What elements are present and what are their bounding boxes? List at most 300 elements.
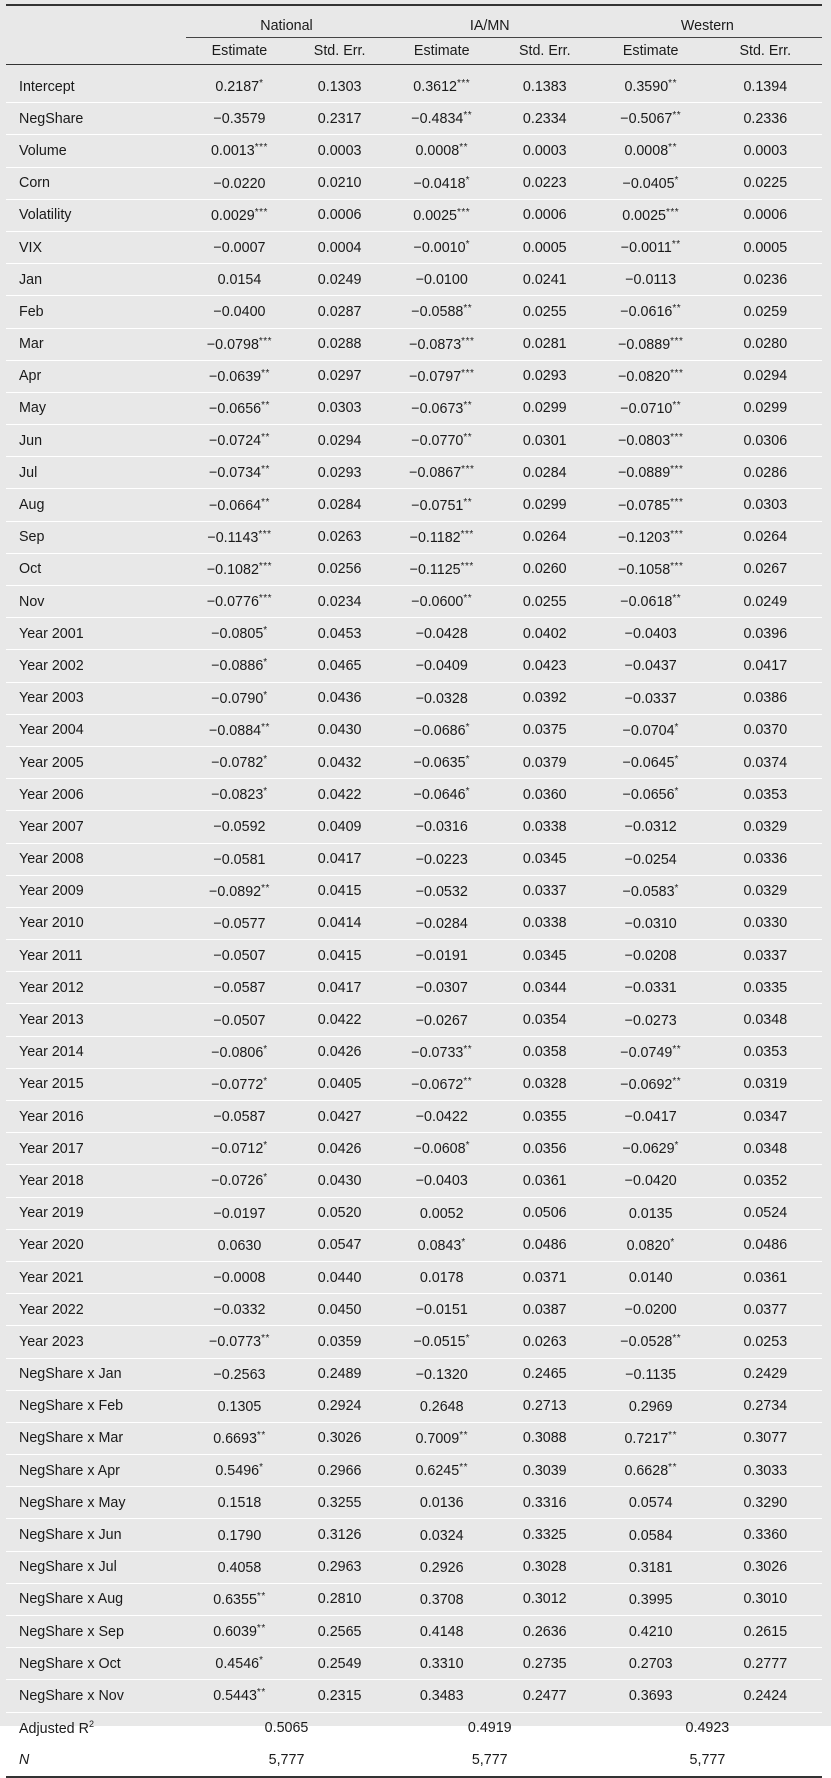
stderr-cell: 0.3360 [709, 1519, 822, 1551]
significance-stars: *** [670, 432, 684, 444]
stderr-cell: 0.0402 [497, 618, 593, 650]
estimate-cell [387, 779, 497, 811]
significance-stars: *** [457, 78, 471, 90]
estimate-cell [186, 392, 292, 424]
stderr-cell: 0.0003 [497, 135, 593, 167]
row-label: Year 2012 [6, 972, 186, 1004]
estimate-cell [593, 103, 709, 135]
estimate-value: −0.0307 [415, 980, 468, 997]
stderr-cell: 0.0294 [709, 360, 822, 392]
stderr-cell: 0.2317 [293, 103, 387, 135]
estimate-value: −0.0712 [211, 1141, 264, 1158]
stderr-cell: 0.0287 [293, 296, 387, 328]
estimate-cell [186, 1455, 292, 1487]
estimate-cell [387, 103, 497, 135]
significance-stars: * [259, 1462, 264, 1474]
estimate-value: −0.0100 [415, 272, 468, 289]
estimate-value: 0.0136 [419, 1495, 464, 1512]
estimate-value: −0.1082 [206, 561, 259, 578]
table-row [6, 714, 822, 746]
stderr-cell: 0.0352 [709, 1165, 822, 1197]
stderr-cell: 0.0329 [709, 875, 822, 907]
estimate-cell [186, 1197, 292, 1229]
estimate-cell [593, 1197, 709, 1229]
stderr-cell: 0.0225 [709, 167, 822, 199]
estimate-cell [186, 1422, 292, 1454]
significance-stars: ** [261, 882, 270, 894]
row-label: Year 2015 [6, 1068, 186, 1100]
significance-stars: *** [254, 206, 268, 218]
row-label: Mar [6, 328, 186, 360]
estimate-cell [387, 1616, 497, 1648]
table-row [6, 1390, 822, 1422]
estimate-cell [387, 1583, 497, 1615]
significance-stars: ** [672, 593, 682, 605]
estimate-cell [186, 811, 292, 843]
estimate-cell [186, 296, 292, 328]
row-label: NegShare x Mar [6, 1422, 186, 1454]
row-label: Feb [6, 296, 186, 328]
row-label: NegShare x Jul [6, 1551, 186, 1583]
significance-stars: ** [672, 303, 682, 315]
estimate-value: 0.6628 [624, 1463, 669, 1480]
significance-stars: * [263, 754, 268, 766]
table-row [6, 425, 822, 457]
estimate-value: 0.7217 [624, 1430, 669, 1447]
stderr-cell: 0.3316 [497, 1487, 593, 1519]
estimate-cell [186, 457, 292, 489]
estimate-value: −0.0332 [213, 1302, 266, 1319]
estimate-cell [593, 521, 709, 553]
stderr-cell: 0.1303 [293, 71, 387, 103]
estimate-cell [593, 1583, 709, 1615]
estimate-cell [387, 328, 497, 360]
row-label: Year 2005 [6, 746, 186, 778]
estimate-value: −0.0428 [415, 626, 468, 643]
row-label: NegShare x Aug [6, 1583, 186, 1615]
stderr-cell: 0.2336 [709, 103, 822, 135]
estimate-value: −0.0577 [213, 915, 266, 932]
table-row [6, 1133, 822, 1165]
significance-stars: ** [672, 110, 682, 122]
table-row [6, 1165, 822, 1197]
estimate-cell [593, 553, 709, 585]
stderr-cell: 0.0396 [709, 618, 822, 650]
estimate-cell [593, 1455, 709, 1487]
n-western: 5,777 [593, 1744, 822, 1777]
stderr-cell: 0.3026 [293, 1422, 387, 1454]
estimate-cell [186, 1133, 292, 1165]
estimate-value: −0.0507 [213, 1012, 266, 1029]
estimate-cell [593, 1036, 709, 1068]
stderr-cell: 0.0415 [293, 875, 387, 907]
significance-stars: ** [463, 1043, 473, 1055]
stderr-cell: 0.0360 [497, 779, 593, 811]
estimate-value: −0.0639 [209, 368, 262, 385]
significance-stars: ** [463, 110, 473, 122]
stderr-cell: 0.0281 [497, 328, 593, 360]
estimate-cell [593, 489, 709, 521]
row-label: NegShare x Apr [6, 1455, 186, 1487]
estimate-cell [387, 682, 497, 714]
stderr-cell: 0.0303 [293, 392, 387, 424]
table-row [6, 489, 822, 521]
stderr-cell: 0.0423 [497, 650, 593, 682]
estimate-cell [387, 1101, 497, 1133]
table-row [6, 296, 822, 328]
estimate-value: −0.1058 [618, 561, 671, 578]
significance-stars: * [263, 1172, 268, 1184]
estimate-value: 0.6355 [213, 1591, 257, 1608]
significance-stars: ** [671, 239, 681, 251]
estimate-value: −0.0403 [624, 626, 677, 643]
estimate-cell [387, 489, 497, 521]
significance-stars: * [670, 1236, 675, 1248]
stderr-cell: 0.0422 [293, 1004, 387, 1036]
significance-stars: * [465, 721, 470, 733]
estimate-value: −0.0798 [206, 336, 259, 353]
estimate-cell [387, 167, 497, 199]
stderr-cell: 0.2924 [293, 1390, 387, 1422]
significance-stars: ** [256, 1429, 266, 1441]
stderr-cell: 0.2636 [497, 1616, 593, 1648]
estimate-value: −0.0656 [209, 400, 262, 417]
stderr-cell: 0.0426 [293, 1036, 387, 1068]
estimate-value: −0.0704 [622, 722, 675, 739]
stderr-cell: 0.0259 [709, 296, 822, 328]
estimate-value: −0.1143 [207, 529, 259, 546]
table-row [6, 1487, 822, 1519]
estimate-value: −0.0200 [624, 1302, 677, 1319]
stderr-cell: 0.2810 [293, 1583, 387, 1615]
subheader-stderr: Std. Err. [709, 38, 822, 65]
stderr-cell: 0.0006 [497, 199, 593, 231]
stderr-cell: 0.0356 [497, 1133, 593, 1165]
n-label: N [6, 1744, 186, 1777]
estimate-value: 0.0008 [624, 143, 669, 160]
estimate-value: −0.1135 [625, 1366, 677, 1383]
estimate-cell [387, 875, 497, 907]
group-header-national: National [186, 5, 386, 38]
stderr-cell: 0.0355 [497, 1101, 593, 1133]
stderr-cell: 0.3033 [709, 1455, 822, 1487]
estimate-value: −0.0011 [620, 240, 672, 257]
stderr-cell: 0.0297 [293, 360, 387, 392]
estimate-value: −0.0645 [622, 755, 675, 772]
stderr-cell: 0.0375 [497, 714, 593, 746]
estimate-value: −0.0310 [624, 915, 677, 932]
significance-stars: *** [254, 142, 268, 154]
table-row [6, 875, 822, 907]
stderr-cell: 0.0006 [293, 199, 387, 231]
estimate-cell [593, 746, 709, 778]
significance-stars: *** [670, 560, 684, 572]
estimate-value: −0.0710 [620, 400, 673, 417]
estimate-cell [593, 779, 709, 811]
estimate-cell [387, 457, 497, 489]
estimate-cell [186, 972, 292, 1004]
stderr-cell: 0.0336 [709, 843, 822, 875]
group-header-western: Western [593, 5, 822, 38]
stderr-cell: 0.2963 [293, 1551, 387, 1583]
table-row [6, 940, 822, 972]
stderr-cell: 0.0415 [293, 940, 387, 972]
estimate-cell [593, 392, 709, 424]
significance-stars: ** [459, 1462, 468, 1474]
estimate-cell [186, 103, 292, 135]
estimate-cell [387, 264, 497, 296]
significance-stars: * [461, 1236, 466, 1248]
estimate-cell [593, 231, 709, 263]
stderr-cell: 0.0344 [497, 972, 593, 1004]
estimate-cell [387, 1004, 497, 1036]
estimate-value: −0.0409 [415, 658, 468, 675]
estimate-cell [593, 1358, 709, 1390]
stderr-cell: 0.2489 [293, 1358, 387, 1390]
estimate-value: −0.3579 [213, 111, 266, 128]
stderr-cell: 0.2735 [497, 1648, 593, 1680]
table-row [6, 1422, 822, 1454]
estimate-cell [387, 1294, 497, 1326]
row-label: Year 2003 [6, 682, 186, 714]
significance-stars: *** [461, 367, 475, 379]
table-row [6, 843, 822, 875]
significance-stars: ** [668, 142, 677, 154]
estimate-cell [387, 1519, 497, 1551]
row-label: Year 2021 [6, 1261, 186, 1293]
group-header-iamn: IA/MN [387, 5, 593, 38]
stderr-cell: 0.0370 [709, 714, 822, 746]
stderr-cell: 0.0280 [709, 328, 822, 360]
estimate-cell [186, 875, 292, 907]
estimate-value: −0.1320 [415, 1366, 468, 1383]
significance-stars: ** [261, 496, 270, 508]
stderr-cell: 0.0003 [709, 135, 822, 167]
stderr-cell: 0.0293 [293, 457, 387, 489]
table-row [6, 779, 822, 811]
header-blank [6, 5, 186, 38]
estimate-value: −0.0422 [415, 1109, 468, 1126]
estimate-cell [186, 1229, 292, 1261]
stderr-cell: 0.0422 [293, 779, 387, 811]
estimate-cell [186, 1390, 292, 1422]
n-national: 5,777 [186, 1744, 386, 1777]
estimate-value: −0.0223 [415, 851, 468, 868]
significance-stars: ** [463, 1075, 473, 1087]
stderr-cell: 0.2777 [709, 1648, 822, 1680]
estimate-value: −0.0772 [211, 1076, 264, 1093]
estimate-value: −0.0692 [620, 1076, 673, 1093]
stderr-cell: 0.3126 [293, 1519, 387, 1551]
estimate-cell [593, 1165, 709, 1197]
significance-stars: ** [463, 496, 473, 508]
estimate-cell [186, 1648, 292, 1680]
estimate-value: 0.0178 [419, 1270, 464, 1287]
estimate-cell [186, 167, 292, 199]
estimate-value: −0.0656 [622, 787, 675, 804]
estimate-value: −0.0403 [415, 1173, 468, 1190]
estimate-value: 0.0584 [628, 1527, 673, 1544]
estimate-value: −0.0532 [415, 883, 468, 900]
estimate-value: −0.0191 [415, 948, 468, 965]
table-row [6, 972, 822, 1004]
estimate-cell [186, 553, 292, 585]
estimate-cell [593, 586, 709, 618]
estimate-cell [186, 714, 292, 746]
significance-stars: ** [459, 142, 468, 154]
row-label: Year 2011 [6, 940, 186, 972]
estimate-value: −0.0672 [411, 1076, 464, 1093]
estimate-cell [593, 1068, 709, 1100]
row-label: Year 2017 [6, 1133, 186, 1165]
stderr-cell: 0.3039 [497, 1455, 593, 1487]
significance-stars: * [465, 239, 470, 251]
significance-stars: * [465, 754, 470, 766]
estimate-value: 0.4058 [217, 1559, 262, 1576]
estimate-value: 0.0140 [628, 1270, 673, 1287]
estimate-value: 0.3612 [413, 79, 457, 96]
estimate-cell [593, 199, 709, 231]
estimate-cell [387, 1197, 497, 1229]
estimate-value: −0.0581 [213, 851, 266, 868]
estimate-value: −0.0113 [625, 272, 677, 289]
estimate-cell [387, 1422, 497, 1454]
estimate-cell [186, 618, 292, 650]
stderr-cell: 0.0486 [709, 1229, 822, 1261]
estimate-value: 0.0820 [626, 1237, 671, 1254]
table-row [6, 1455, 822, 1487]
stderr-cell: 0.0486 [497, 1229, 593, 1261]
estimate-cell [387, 1133, 497, 1165]
significance-stars: *** [460, 528, 474, 540]
stderr-cell: 0.1383 [497, 71, 593, 103]
estimate-cell [186, 1165, 292, 1197]
estimate-cell [186, 1261, 292, 1293]
estimate-cell [593, 940, 709, 972]
stderr-cell: 0.0506 [497, 1197, 593, 1229]
estimate-cell [186, 1101, 292, 1133]
table-row [6, 1616, 822, 1648]
row-label: Year 2013 [6, 1004, 186, 1036]
significance-stars: * [263, 1075, 268, 1087]
stderr-cell: 0.0284 [497, 457, 593, 489]
significance-stars: *** [258, 593, 273, 605]
significance-stars: ** [672, 1075, 682, 1087]
row-label: Apr [6, 360, 186, 392]
stderr-cell: 0.0253 [709, 1326, 822, 1358]
table-row [6, 1551, 822, 1583]
row-label: Corn [6, 167, 186, 199]
significance-stars: ** [463, 399, 473, 411]
stderr-cell: 0.0348 [709, 1004, 822, 1036]
row-label: VIX [6, 231, 186, 263]
table-row [6, 1068, 822, 1100]
significance-stars: *** [461, 464, 475, 476]
significance-stars: * [263, 1043, 268, 1055]
significance-stars: *** [670, 367, 684, 379]
estimate-value: −0.0400 [213, 304, 266, 321]
estimate-value: 0.0052 [419, 1205, 464, 1222]
estimate-value: −0.0208 [624, 948, 677, 965]
estimate-value: −0.0782 [211, 755, 264, 772]
stderr-cell: 0.0006 [709, 199, 822, 231]
stderr-cell: 0.0359 [293, 1326, 387, 1358]
stderr-cell: 0.0329 [709, 811, 822, 843]
estimate-cell [186, 1616, 292, 1648]
significance-stars: * [465, 1140, 470, 1152]
stderr-cell: 0.0524 [709, 1197, 822, 1229]
estimate-value: 0.0324 [419, 1527, 464, 1544]
estimate-value: 0.2703 [628, 1656, 673, 1673]
estimate-cell [186, 264, 292, 296]
estimate-cell [387, 843, 497, 875]
estimate-cell [593, 875, 709, 907]
stderr-cell: 0.0299 [497, 489, 593, 521]
significance-stars: ** [672, 399, 682, 411]
stderr-cell: 0.0374 [709, 746, 822, 778]
estimate-cell [593, 360, 709, 392]
significance-stars: ** [672, 1043, 682, 1055]
estimate-value: −0.0892 [209, 883, 262, 900]
estimate-value: −0.2563 [213, 1366, 266, 1383]
stderr-cell: 0.3088 [497, 1422, 593, 1454]
significance-stars: *** [457, 206, 471, 218]
significance-stars: ** [256, 1590, 266, 1602]
significance-stars: *** [670, 464, 684, 476]
table-row [6, 1294, 822, 1326]
stderr-cell: 0.0335 [709, 972, 822, 1004]
stderr-cell: 0.2334 [497, 103, 593, 135]
estimate-cell [593, 1004, 709, 1036]
estimate-value: −0.1182 [409, 529, 461, 546]
estimate-cell [387, 1036, 497, 1068]
estimate-value: 0.4546 [215, 1656, 260, 1673]
table-row [6, 457, 822, 489]
adjusted-r2-western: 0.4923 [593, 1712, 822, 1744]
estimate-cell [387, 553, 497, 585]
estimate-value: −0.0608 [413, 1141, 466, 1158]
estimate-value: −0.0008 [213, 1270, 266, 1287]
estimate-value: 0.3693 [628, 1688, 673, 1705]
estimate-cell [387, 1455, 497, 1487]
estimate-cell [387, 1068, 497, 1100]
estimate-cell [186, 1004, 292, 1036]
subheader-estimate: Estimate [593, 38, 709, 65]
stderr-cell: 0.2477 [497, 1680, 593, 1712]
significance-stars: ** [459, 1429, 468, 1441]
significance-stars: *** [670, 335, 684, 347]
stderr-cell: 0.0330 [709, 907, 822, 939]
estimate-cell [186, 1487, 292, 1519]
estimate-cell [593, 1551, 709, 1583]
significance-stars: * [259, 1655, 264, 1667]
estimate-value: 0.0135 [628, 1205, 673, 1222]
estimate-value: −0.0507 [213, 948, 266, 965]
stderr-cell: 0.0453 [293, 618, 387, 650]
estimate-cell [387, 1358, 497, 1390]
estimate-value: −0.0751 [411, 497, 464, 514]
stderr-cell: 0.0241 [497, 264, 593, 296]
estimate-cell [387, 1487, 497, 1519]
estimate-value: −0.0528 [620, 1334, 673, 1351]
stderr-cell: 0.3026 [709, 1551, 822, 1583]
stderr-cell: 0.0414 [293, 907, 387, 939]
row-label: Year 2010 [6, 907, 186, 939]
estimate-value: 0.2926 [419, 1559, 464, 1576]
stderr-cell: 0.0379 [497, 746, 593, 778]
stderr-cell: 0.0288 [293, 328, 387, 360]
significance-stars: * [674, 721, 679, 733]
